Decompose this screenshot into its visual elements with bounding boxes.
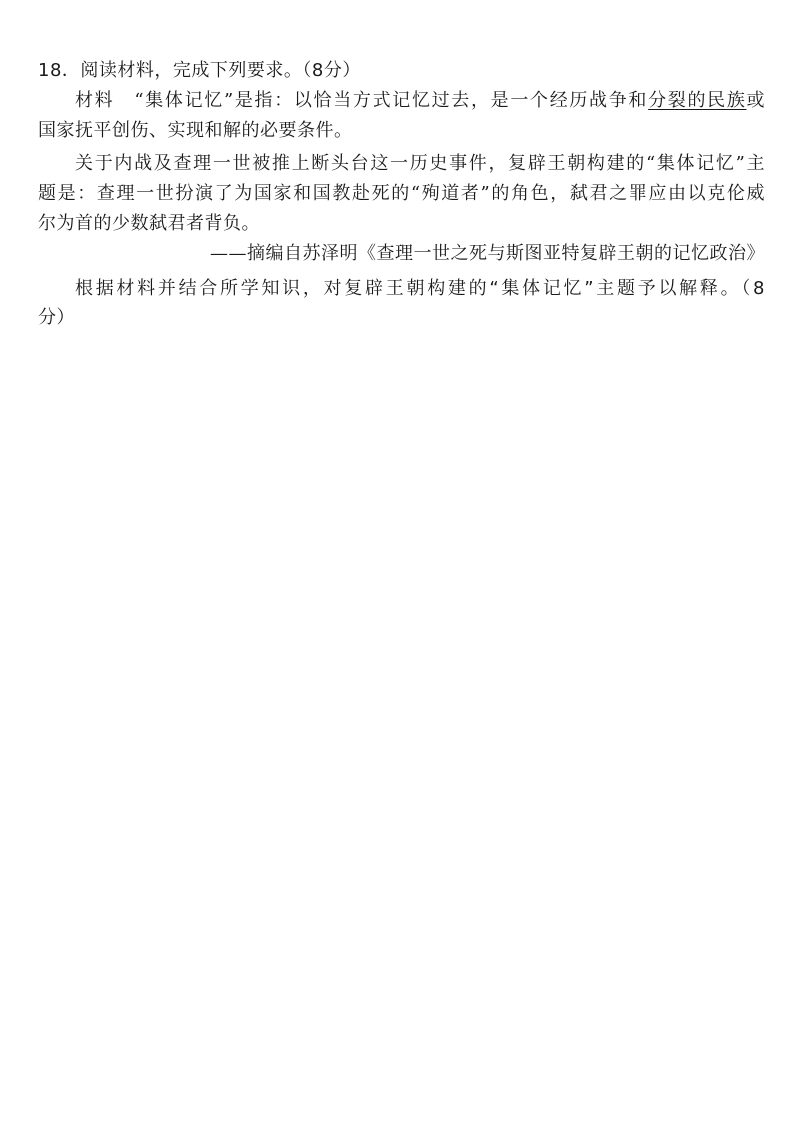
material-text-end: 或 — [746, 90, 766, 111]
paragraph2-line-3: 尔为首的少数弑君者背负。 — [38, 213, 260, 234]
underlined-phrase: 分裂的民族 — [648, 90, 747, 111]
requirement-line-1: 根据材料并结合所学知识，对复辟王朝构建的“集体记忆”主题予以解释。（8 — [75, 278, 765, 299]
material-label: 材料 — [75, 90, 115, 111]
question-title: 18．阅读材料，完成下列要求。（8分） — [38, 60, 361, 81]
material-text: “集体记忆”是指：以恰当方式记忆过去，是一个经历战争和 — [134, 90, 649, 111]
source-citation: ——摘编自苏泽明《查理一世之死与斯图亚特复辟王朝的记忆政治》 — [210, 243, 765, 264]
material-line-2: 国家抚平创伤、实现和解的必要条件。 — [38, 120, 353, 141]
paragraph2-line-1: 关于内战及查理一世被推上断头台这一历史事件，复辟王朝构建的“集体记忆”主 — [75, 153, 765, 174]
paragraph2-line-2: 题是：查理一世扮演了为国家和国教赴死的“殉道者”的角色，弑君之罪应由以克伦威 — [38, 183, 765, 204]
material-line-1 — [75, 88, 765, 114]
requirement-line-2: 分） — [38, 307, 75, 328]
